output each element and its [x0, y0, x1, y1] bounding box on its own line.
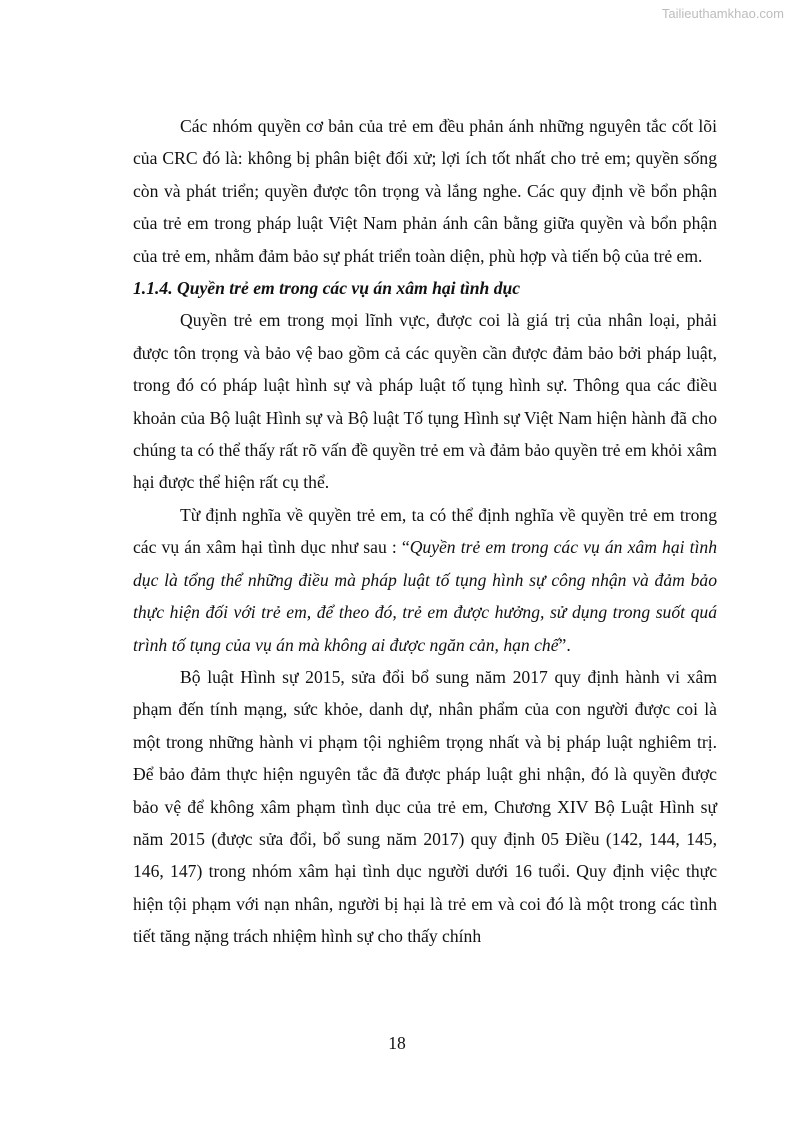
definition-end: ”. [558, 634, 571, 655]
paragraph-definition [133, 499, 717, 661]
watermark: Tailieuthamkhao.com [661, 6, 784, 21]
page-number: 18 [388, 1033, 406, 1053]
paragraph-child-rights: Quyền trẻ em trong mọi lĩnh vực, được coi là giá trị của nhân loại, phải được tôn trọng và bảo vệ bao gồm cả các quyền cần được đảm bảo bởi pháp luật, trong đó có pháp luật hình sự và pháp luật tố tụng hình sự. Thông qua các điều khoản của Bộ luật Hình sự và Bộ luật Tố tụng Hình sự Việt Nam hiện hành đã cho chúng ta có thể thấy rất rõ vấn đề quyền trẻ em và đảm bảo quyền trẻ em khỏi xâm hại được thể hiện rất cụ thể. [133, 310, 717, 493]
section-heading: 1.1.4. Quyền trẻ em trong các vụ án xâm hại tình dục [133, 278, 521, 299]
document-body [133, 110, 717, 953]
paragraph-penal-code: Bộ luật Hình sự 2015, sửa đổi bổ sung năm 2017 quy định hành vi xâm phạm đến tính mạng, sức khỏe, danh dự, nhân phẩm của con người được coi là một trong những hành vi phạm tội nghiêm trọng nhất và bị pháp luật nghiêm trị. Để bảo đảm thực hiện nguyên tắc đã được pháp luật ghi nhận, đó là quyền được bảo vệ để không xâm phạm tình dục của trẻ em, Chương XIV Bộ Luật Hình sự năm 2015 (được sửa đổi, bổ sung năm 2017) quy định 05 Điều (142, 144, 145, 146, 147) trong nhóm xâm hại tình dục người dưới 16 tuổi. Quy định việc thực hiện tội phạm với nạn nhân, người bị hại là trẻ em và coi đó là một trong các tình tiết tăng nặng trách nhiệm hình sự cho thấy chính [133, 666, 717, 947]
paragraph-crc-principles: Các nhóm quyền cơ bản của trẻ em đều phản ánh những nguyên tắc cốt lõi của CRC đó là: không bị phân biệt đối xử; lợi ích tốt nhất cho trẻ em; quyền sống còn và phát triển; quyền được tôn trọng và lắng nghe. Các quy định về bổn phận của trẻ em trong pháp luật Việt Nam phản ánh cân bằng giữa quyền và bổn phận của trẻ em, nhằm đảm bảo sự phát triển toàn diện, phù hợp và tiến bộ của trẻ em. [133, 116, 717, 266]
definition-intro: Từ định nghĩa về quyền trẻ em, ta có thể định nghĩa về quyền trẻ em trong các vụ án xâm hại tình dục như sau : “ [133, 504, 717, 558]
definition-quote: Quyền trẻ em trong các vụ án xâm hại tình dục là tổng thể những điều mà pháp luật tố tụng hình sự công nhận và đảm bảo thực hiện đối với trẻ em, để theo đó, trẻ em được hưởng, sử dụng trong suốt quá trình tố tụng của vụ án mà không ai được ngăn cản, hạn chế [133, 537, 718, 655]
